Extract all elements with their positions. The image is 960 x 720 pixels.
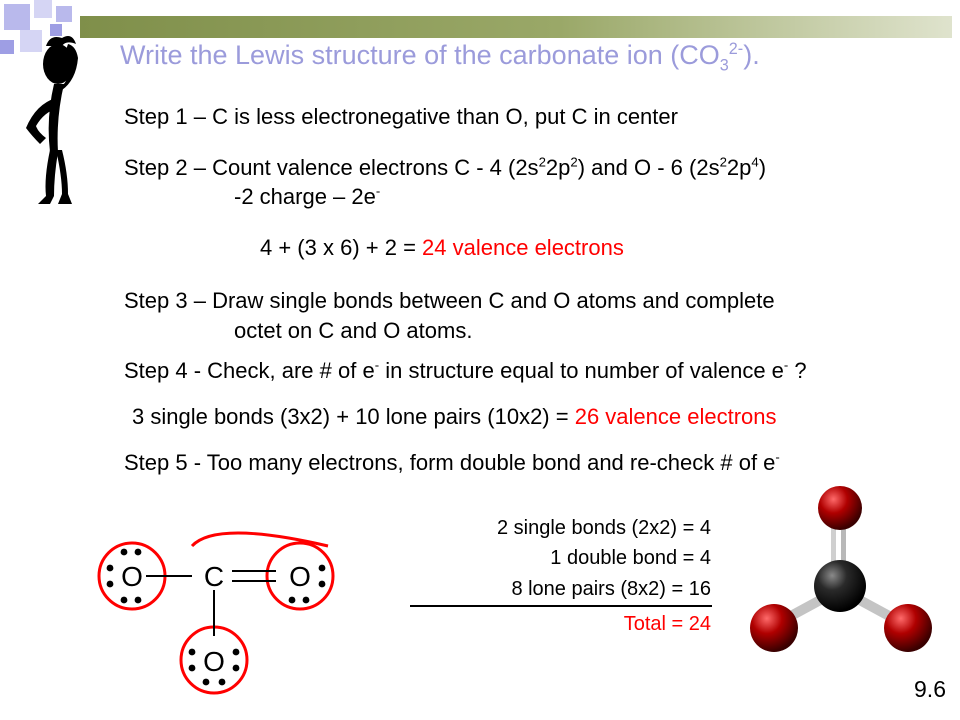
tally-row: 1 double bond = 4	[550, 547, 711, 569]
step-2-charge: -2 charge – 2e-	[234, 183, 381, 209]
step-2: Step 2 – Count valence electrons C - 4 $(2s^22p^2)$ and O - 6 $(2s^22p^4)$	[124, 154, 767, 180]
thinking-figure-icon	[6, 28, 102, 208]
tally-total: Total = 24	[623, 613, 711, 635]
step-1: Step 1 – C is less electronegative than O, put C in center	[124, 104, 678, 129]
step-3-line-2: octet on C and O atoms.	[234, 318, 473, 343]
carbonate-3d-model-icon	[740, 480, 940, 670]
valence-total-24: 4 + (3 x 6) + 2 = 24 valence electrons	[260, 235, 624, 260]
slide-title: Write the Lewis structure of the carbonate ion $(CO_3^{2-})$.	[120, 40, 760, 75]
carbon-atom: C	[203, 561, 225, 592]
tally-row: 2 single bonds (2x2) = 4	[496, 517, 711, 539]
header-bar	[80, 16, 952, 38]
valence-total-26: 3 single bonds (3x2) + 10 lone pairs (10x2) = 26 valence electrons	[132, 404, 777, 429]
tally-divider	[410, 605, 712, 607]
oxygen-atom: O	[121, 561, 143, 592]
oxygen-atom: O	[203, 646, 225, 677]
step-3-line-1: Step 3 – Draw single bonds between C and O atoms and complete	[124, 288, 775, 313]
page-number: 9.6	[914, 676, 946, 702]
step-5: Step 5 - Too many electrons, form double bond and re-check # of e-	[124, 449, 780, 475]
tally-row: 8 lone pairs (8x2) = 16	[511, 578, 711, 600]
lewis-structure	[96, 520, 356, 696]
step-4: Step 4 - Check, are # of e- in structure equal to number of valence e- ?	[124, 357, 807, 383]
oxygen-atom: O	[289, 561, 311, 592]
